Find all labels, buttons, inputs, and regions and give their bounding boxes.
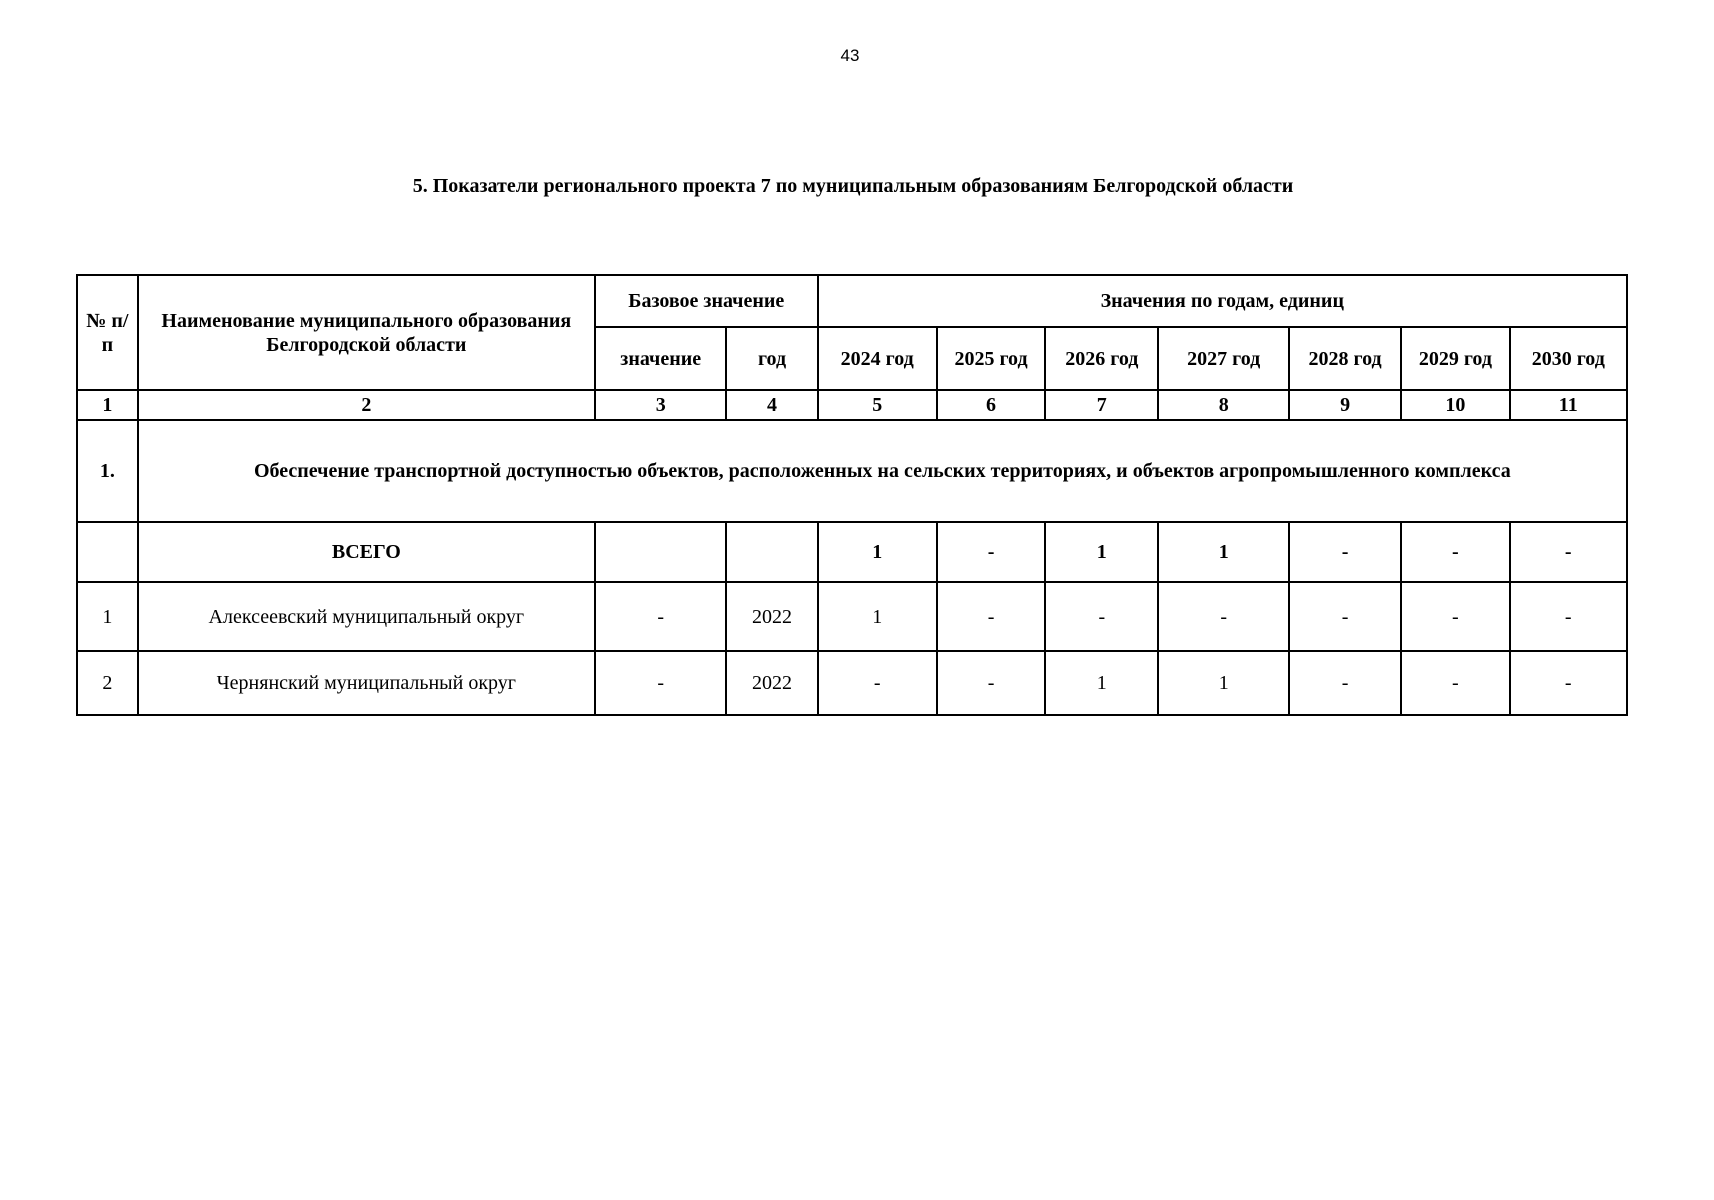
header-number: № п/п [77,275,138,390]
year-value: - [818,651,937,715]
header-year: 2028 год [1289,327,1401,390]
year-value: - [1289,651,1401,715]
indicators-table [76,274,1628,716]
page-number: 43 [840,46,860,65]
base-value: - [595,651,727,715]
header-year: 2027 год [1158,327,1289,390]
year-value: - [1158,582,1289,651]
year-value: - [1510,582,1628,651]
section-title: Обеспечение транспортной доступностью объектов, расположенных на сельских территориях, и объектов агропромышленного комплекса [138,420,1627,522]
table-row [77,651,1627,715]
column-numbers-row [77,390,1627,420]
header-year: 2026 год [1045,327,1158,390]
municipality-name: Алексеевский муниципальный округ [138,582,595,651]
total-value: 1 [1158,522,1289,582]
total-value: - [937,522,1045,582]
header-years-group: Значения по годам, единиц [818,275,1627,327]
year-value: 1 [1045,651,1158,715]
row-number: 2 [77,651,138,715]
section-number: 1. [77,420,138,522]
total-base-value [595,522,727,582]
column-number: 4 [726,390,817,420]
total-base-year [726,522,817,582]
column-number: 9 [1289,390,1401,420]
column-number: 1 [77,390,138,420]
total-value: 1 [818,522,937,582]
column-number: 6 [937,390,1045,420]
column-number: 8 [1158,390,1289,420]
table-row [77,582,1627,651]
header-year: 2030 год [1510,327,1628,390]
year-value: - [1510,651,1628,715]
year-value: 1 [1158,651,1289,715]
header-year: 2025 год [937,327,1045,390]
header-year: 2024 год [818,327,937,390]
total-value: - [1289,522,1401,582]
column-number: 5 [818,390,937,420]
base-year: 2022 [726,651,817,715]
column-number: 3 [595,390,727,420]
column-number: 10 [1401,390,1509,420]
year-value: 1 [818,582,937,651]
column-number: 7 [1045,390,1158,420]
total-number [77,522,138,582]
row-number: 1 [77,582,138,651]
year-value: - [1045,582,1158,651]
total-row [77,522,1627,582]
column-number: 11 [1510,390,1628,420]
year-value: - [1401,582,1509,651]
year-value: - [1401,651,1509,715]
base-year: 2022 [726,582,817,651]
year-value: - [1289,582,1401,651]
header-base-year: год [726,327,817,390]
base-value: - [595,582,727,651]
header-municipality-name: Наименование муниципального образования Белгородской области [138,275,595,390]
total-value: - [1401,522,1509,582]
section-row [77,420,1627,522]
header-base-value: значение [595,327,727,390]
municipality-name: Чернянский муниципальный округ [138,651,595,715]
header-row-1 [77,275,1627,327]
total-label: ВСЕГО [138,522,595,582]
year-value: - [937,582,1045,651]
total-value: - [1510,522,1628,582]
document-title: 5. Показатели регионального проекта 7 по муниципальным образованиям Белгородской области [412,175,1294,197]
year-value: - [937,651,1045,715]
column-number: 2 [138,390,595,420]
header-base-value-group: Базовое значение [595,275,818,327]
total-value: 1 [1045,522,1158,582]
header-year: 2029 год [1401,327,1509,390]
